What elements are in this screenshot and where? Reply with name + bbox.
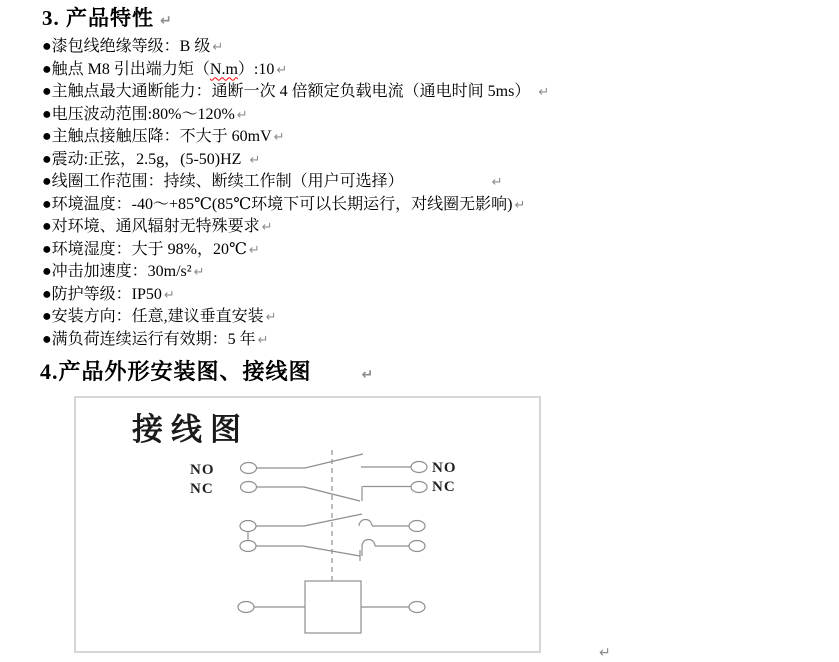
no-moving-blade <box>305 454 363 468</box>
section-3-title: 3. 产品特性 <box>42 6 154 30</box>
terminal <box>411 482 427 493</box>
spec-text: ●环境温度：-40～+85℃(85℃环境下可以长期运行，对线圈无影响) <box>42 195 513 213</box>
paragraph-mark: ↵ <box>599 645 611 661</box>
section-4-heading <box>40 355 374 386</box>
spec-item <box>42 216 549 239</box>
paragraph-mark: ↵ <box>160 13 173 29</box>
spec-item <box>42 104 549 127</box>
paragraph-mark: ↵ <box>257 332 269 348</box>
terminal <box>240 521 256 532</box>
wiring-diagram-figure <box>74 396 541 653</box>
terminal <box>238 602 254 613</box>
paragraph-mark: ↵ <box>276 62 288 78</box>
spec-text: ●环境湿度：大于 98%，20℃ <box>42 240 247 258</box>
aux-no-moving-blade <box>304 514 362 526</box>
spec-item <box>42 194 549 217</box>
paragraph-mark: ↵ <box>212 40 224 55</box>
paragraph-mark: ↵ <box>249 152 261 168</box>
terminal <box>241 482 257 493</box>
paragraph-mark: ↵ <box>248 242 260 258</box>
spec-list <box>42 36 549 351</box>
paragraph-mark: ↵ <box>265 310 277 325</box>
wiring-diagram-svg <box>76 398 539 651</box>
spec-text: ●安装方向：任意,建议垂直安装 <box>42 308 264 325</box>
paragraph-mark: ↵ <box>193 265 205 280</box>
terminal <box>409 541 425 552</box>
terminal-circles <box>238 462 427 613</box>
spec-text: ●电压波动范围:80%～120% <box>42 105 235 123</box>
spec-item <box>42 59 549 82</box>
spec-text: ●触点 M8 引出端力矩（ <box>42 60 210 78</box>
spec-text: ●冲击加速度：30m/s² <box>42 263 192 280</box>
spec-item <box>42 239 549 262</box>
spec-text: ●主触点最大通断能力：通断一次 4 倍额定负载电流（通电时间 5ms） <box>42 83 531 100</box>
spec-text: ●防护等级：IP50 <box>42 285 162 303</box>
aux-no-fixed-contact-arc <box>359 520 372 527</box>
terminal <box>241 463 257 474</box>
spec-item <box>42 329 549 352</box>
spec-text: ●主触点接触压降：不大于 60mV <box>42 128 272 145</box>
spec-text: ●线圈工作范围：持续、断续工作制（用户可选择） <box>42 173 404 190</box>
right-no-label: NO <box>432 460 457 476</box>
spec-item <box>42 149 549 172</box>
aux-nc-fixed-contact-arc <box>362 540 375 547</box>
spec-item <box>42 284 549 307</box>
spec-item <box>42 81 549 104</box>
spec-text: ●漆包线绝缘等级：B 级 <box>42 38 211 55</box>
contact-lines <box>248 454 411 607</box>
section-4-title: 4.产品外形安装图、接线图 <box>40 359 312 384</box>
spec-text: ●震动:正弦，2.5g，(5-50)HZ <box>42 150 242 168</box>
terminal <box>240 541 256 552</box>
spec-item <box>42 261 549 284</box>
terminal <box>409 602 425 613</box>
paragraph-mark: ↵ <box>491 175 503 190</box>
spellcheck-flagged-text: N.m <box>209 60 238 78</box>
spec-item <box>42 36 549 59</box>
paragraph-mark: ↵ <box>514 197 526 213</box>
spec-text: ●满负荷连续运行有效期：5 年 <box>42 330 256 348</box>
paragraph-mark: ↵ <box>361 367 375 383</box>
paragraph-mark: ↵ <box>163 287 175 303</box>
spec-item <box>42 171 549 194</box>
diagram-title: 接线图 <box>132 412 249 447</box>
section-3-heading <box>42 2 173 32</box>
left-no-label: NO <box>190 462 215 478</box>
spec-item <box>42 306 549 329</box>
right-nc-label: NC <box>432 479 456 495</box>
paragraph-mark: ↵ <box>261 220 273 235</box>
terminal <box>409 521 425 532</box>
spec-text: ●对环境、通风辐射无特殊要求 <box>42 218 260 235</box>
coil-box <box>305 581 361 633</box>
paragraph-mark: ↵ <box>236 107 248 123</box>
left-nc-label: NC <box>190 481 214 497</box>
spec-item <box>42 126 549 149</box>
terminal <box>411 462 427 473</box>
paragraph-mark: ↵ <box>273 130 285 145</box>
paragraph-mark: ↵ <box>538 85 550 100</box>
spec-text: ）:10 <box>237 60 275 78</box>
